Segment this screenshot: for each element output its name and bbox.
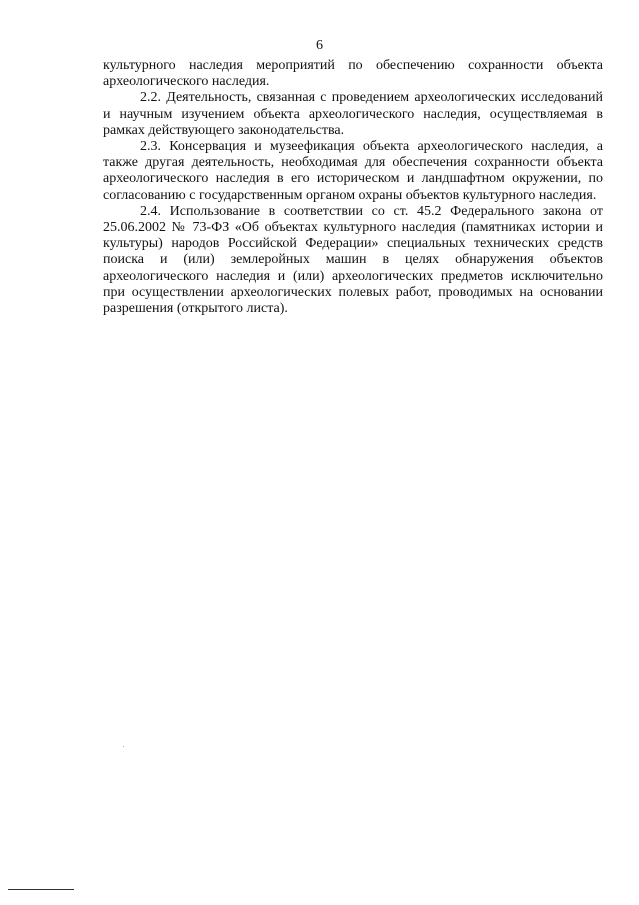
paragraph-continuation: культурного наследия мероприятий по обеспечению сохранности объекта археологического наследия.	[103, 58, 603, 90]
footer-rule	[8, 889, 74, 890]
paragraph-2-4: 2.4. Использование в соответствии со ст. 45.2 Федерального закона от 25.06.2002 № 73-ФЗ «Об объектах культурного наследия (памятниках истории и культуры) народов Российской Федерации» специальных технических средств поиска и (или) землеройных машин в целях обнаружения объектов археологического наследия и (или) археологических предметов исключительно при осуществлении археологических полевых работ, проводимых на основании разрешения (открытого листа).	[103, 203, 603, 317]
scan-speck	[123, 746, 124, 747]
paragraph-2-3: 2.3. Консервация и музеефикация объекта археологического наследия, а также другая деятельность, необходимая для обеспечения сохранности объекта археологического наследия в его историческом и ландшафтном окружении, по согласованию с государственным органом охраны объектов культурного наследия.	[103, 139, 603, 203]
document-body	[103, 58, 603, 317]
page-number: 6	[316, 38, 323, 53]
paragraph-2-2: 2.2. Деятельность, связанная с проведением археологических исследований и научным изучением объекта археологического наследия, осуществляемая в рамках действующего законодательства.	[103, 90, 603, 138]
